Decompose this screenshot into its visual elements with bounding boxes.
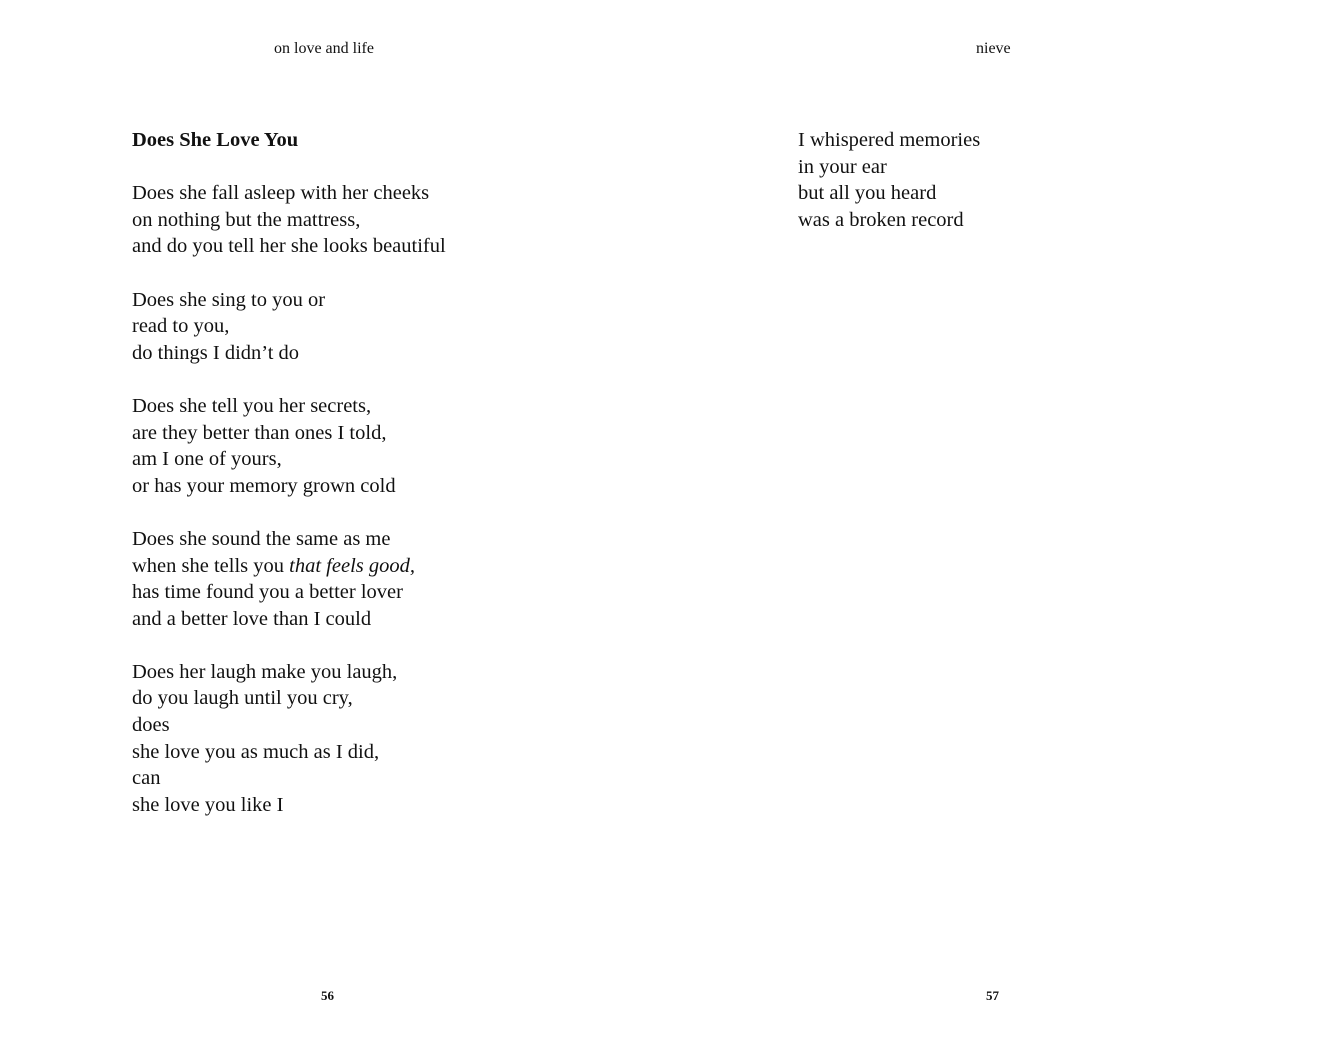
poem-title: Does She Love You bbox=[132, 129, 299, 151]
right-page bbox=[661, 0, 1322, 1056]
poem-line: Does her laugh make you laugh, bbox=[132, 660, 398, 683]
stanza-3 bbox=[132, 393, 446, 499]
poem-line: has time found you a better lover bbox=[132, 581, 403, 604]
page-number-right: 57 bbox=[986, 988, 999, 1003]
poem-line: does bbox=[132, 714, 170, 737]
stanza-1 bbox=[132, 180, 446, 260]
poem-line: do you laugh until you cry, bbox=[132, 687, 353, 710]
poem-line: she love you like I bbox=[132, 793, 284, 816]
poem-line: but all you heard bbox=[798, 182, 937, 205]
italic-phrase: that feels good, bbox=[289, 554, 415, 577]
poem-line: in your ear bbox=[798, 155, 887, 178]
stanza-1 bbox=[798, 127, 980, 233]
poem-does-she-love-you bbox=[132, 127, 446, 818]
poem-line: Does she fall asleep with her cheeks bbox=[132, 182, 430, 205]
poem-line: Does she tell you her secrets, bbox=[132, 394, 372, 417]
poem-line: Does she sing to you or bbox=[132, 288, 326, 311]
poem-line: and do you tell her she looks beautiful bbox=[132, 235, 446, 258]
stanza-4 bbox=[132, 526, 446, 632]
poem-line: and a better love than I could bbox=[132, 607, 372, 630]
stanza-5 bbox=[132, 659, 446, 819]
poem-line: do things I didn’t do bbox=[132, 341, 300, 364]
poem-line: or has your memory grown cold bbox=[132, 474, 396, 497]
poem-line-prefix: when she tells you bbox=[132, 554, 290, 577]
poem-line: Does she sound the same as me bbox=[132, 527, 391, 550]
poem-line: I whispered memories bbox=[798, 129, 981, 151]
running-head-right: nieve bbox=[976, 40, 1011, 57]
poem-line: read to you, bbox=[132, 315, 230, 338]
running-head-left: on love and life bbox=[274, 40, 374, 57]
poem-line: was a broken record bbox=[798, 208, 964, 231]
poem-line: are they better than ones I told, bbox=[132, 421, 387, 444]
poem-line: am I one of yours, bbox=[132, 448, 282, 471]
poem-line: on nothing but the mattress, bbox=[132, 208, 361, 231]
page-number-left: 56 bbox=[321, 988, 334, 1003]
poem-line-with-italic bbox=[132, 553, 446, 580]
poem-line: she love you as much as I did, bbox=[132, 740, 380, 763]
stanza-2 bbox=[132, 287, 446, 367]
poem-broken-record bbox=[798, 127, 980, 233]
poem-line: can bbox=[132, 767, 161, 790]
